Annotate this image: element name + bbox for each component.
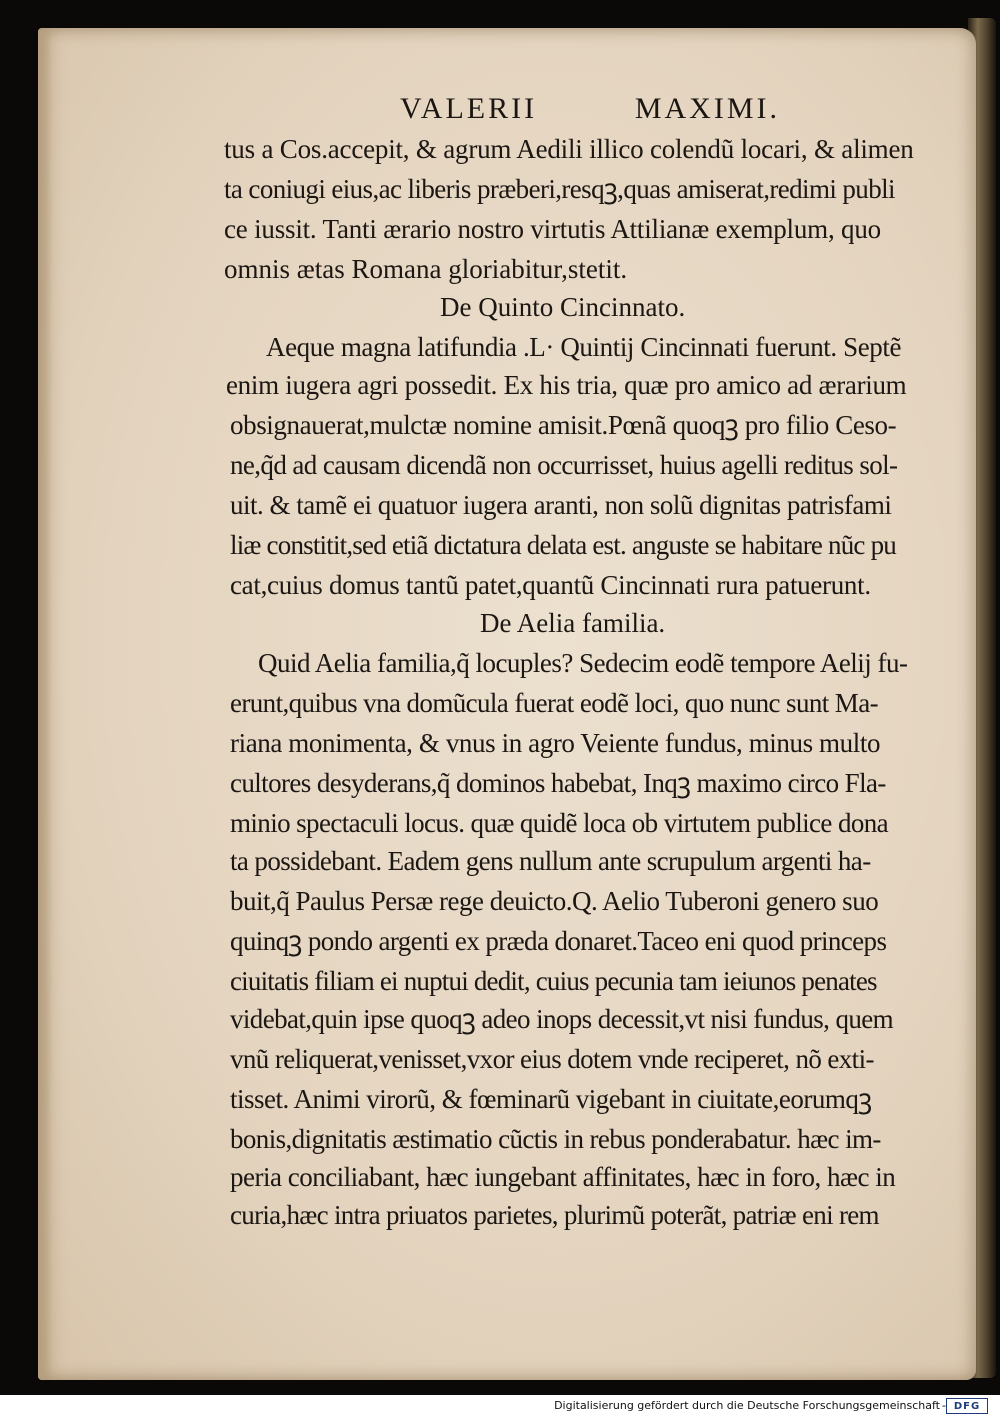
text-line: curia,hæc intra priuatos parietes, plurimũ poterãt, patriæ eni rem [230, 1200, 879, 1230]
dfg-logo-text: DFG [953, 1400, 981, 1412]
text-line: uit. & tamẽ ei quatuor iugera aranti, non solũ dignitas patrisfami [230, 490, 892, 520]
text-line: tus a Cos.accepit, & agrum Aedili illico colendũ locari, & alimen [224, 134, 914, 164]
text-line: cat,cuius domus tantũ patet,quantũ Cincinnati rura patuerunt. [230, 570, 871, 600]
text-line: Quid Aelia familia,q̃ locuples? Sedecim eodẽ tempore Aelij fu- [258, 648, 908, 678]
running-head-right: MAXIMI. [634, 92, 780, 125]
text-line: enim iugera agri possedit. Ex his tria, quæ pro amico ad ærarium [226, 370, 907, 400]
footer-separator: - [942, 1399, 946, 1412]
section-heading: De Quinto Cincinnato. [440, 292, 686, 322]
text-line: ciuitatis filiam ei nuptui dedit, cuius pecunia tam ieiunos penates [230, 966, 877, 996]
running-head-left: VALERII [400, 92, 538, 125]
funding-credit: Digitalisierung gefördert durch die Deutsche Forschungsgemeinschaft [554, 1399, 940, 1412]
text-line: peria conciliabant, hæc iungebant affinitates, hæc in foro, hæc in [230, 1162, 896, 1192]
text-line: omnis ætas Romana gloriabitur,stetit. [224, 254, 628, 284]
text-line: erunt,quibus vna domũcula fuerat eodẽ loci, quo nunc sunt Ma- [230, 688, 878, 718]
text-line: vnũ reliquerat,venisset,vxor eius dotem vnde reciperet, nõ exti- [230, 1044, 874, 1074]
text-line: obsignauerat,mulctæ nomine amisit.Pœnã quoqꝫ pro filio Ceso- [230, 410, 897, 440]
page-gutter-shadow [38, 28, 52, 1380]
text-line: quinqꝫ pondo argenti ex præda donaret.Taceo eni quod princeps [230, 926, 887, 956]
text-line: bonis,dignitatis æstimatio cũctis in rebus ponderabatur. hæc im- [230, 1124, 881, 1154]
text-line: minio spectaculi locus. quæ quidẽ loca ob virtutem publice dona [230, 808, 889, 838]
text-line: riana monimenta, & vnus in agro Veiente fundus, minus multo [230, 728, 881, 758]
text-line: liæ constitit,sed etiã dictatura delata est. anguste se habitare nũc pu [230, 530, 896, 560]
text-line: cultores desyderans,q̃ dominos habebat, Inqꝫ maximo circo Fla- [230, 768, 886, 798]
text-line: ce iussit. Tanti ærario nostro virtutis Attilianæ exemplum, quo [224, 214, 881, 244]
text-line: ne,q̃d ad causam dicendã non occurrisset, huius agelli reditus sol- [230, 450, 898, 480]
running-head [400, 92, 780, 126]
section-heading: De Aelia familia. [480, 608, 666, 638]
text-line: tisset. Animi virorũ, & fœminarũ vigebant in ciuitate,eorumqꝫ [230, 1084, 872, 1114]
text-line: ta coniugi eius,ac liberis præberi,resqꝫ,quas amiserat,redimi publi [224, 174, 895, 204]
text-line: Aeque magna latifundia .L· Quintij Cincinnati fuerunt. Septẽ [266, 332, 902, 362]
text-line: buit,q̃ Paulus Persæ rege deuicto.Q. Aelio Tuberoni genero suo [230, 886, 879, 916]
text-line: ta possidebant. Eadem gens nullum ante scrupulum argenti ha- [230, 846, 871, 876]
text-line: videbat,quin ipse quoqꝫ adeo inops decessit,vt nisi fundus, quem [230, 1004, 894, 1034]
dfg-logo [946, 1398, 988, 1414]
